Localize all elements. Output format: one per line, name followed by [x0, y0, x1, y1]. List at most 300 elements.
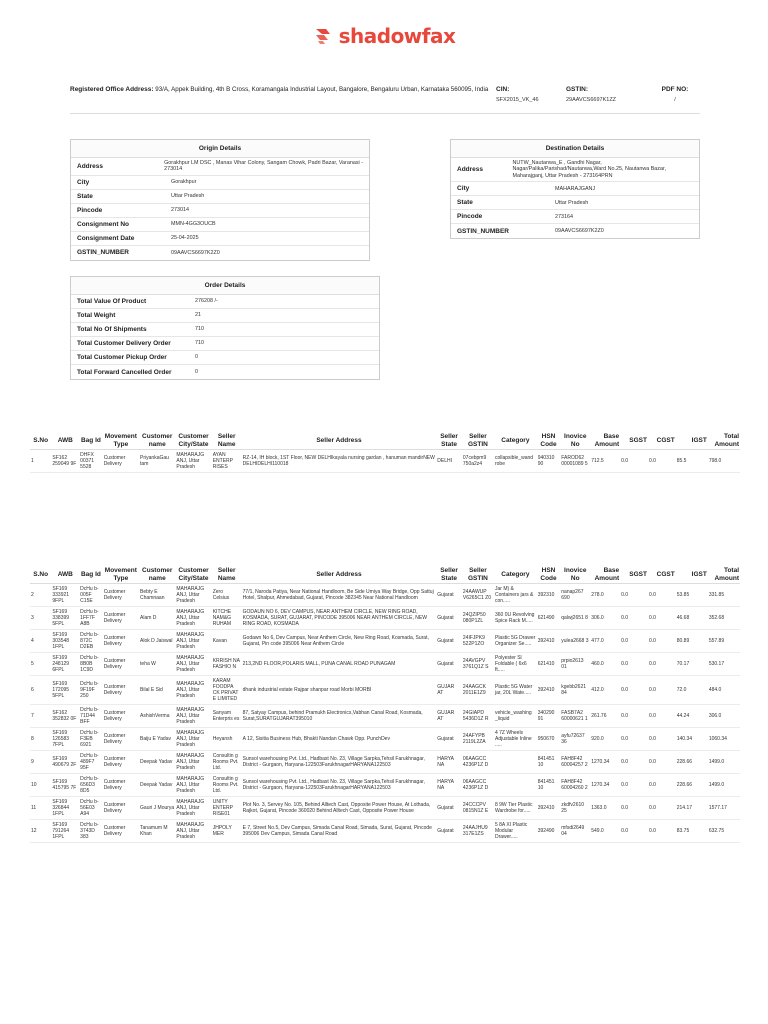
table-cell: vehicle_washing _liquid: [494, 705, 537, 728]
table-cell: 8: [30, 728, 51, 751]
table-cell: 549.0: [590, 820, 620, 843]
table-cell: 798.0: [708, 450, 740, 473]
table-cell: 360 0U Revolving Spice Rack M.....: [494, 607, 537, 630]
table-cell: DcHu b- 489F7 95F: [79, 751, 103, 774]
table-cell: Plastic 5G Water jar, 20L Wate.....: [494, 676, 537, 705]
table-cell: Customer Delivery: [103, 820, 139, 843]
table-cell: DcHu b- 1FF7F A8B: [79, 607, 103, 630]
table-cell: 0.0: [648, 653, 676, 676]
table-cell: 0.0: [648, 705, 676, 728]
column-header: CGST: [648, 432, 676, 450]
table-cell: Baiju E Yadav: [139, 728, 175, 751]
table-cell: 392410: [537, 676, 561, 705]
table-cell: DcHu b- 56E03 A94: [79, 797, 103, 820]
column-header: Customer name: [139, 566, 175, 584]
detail-value: MMN-4GG3OUCB: [171, 221, 216, 228]
origin-rows: [71, 158, 369, 260]
table-cell: 392410: [537, 630, 561, 653]
column-header: Seller GSTIN: [462, 432, 494, 450]
table-cell: DHFX 00371 5528: [79, 450, 103, 473]
detail-row: [71, 232, 369, 246]
table-cell: 2: [30, 584, 51, 607]
column-header: Inovice No: [560, 432, 590, 450]
table-cell: MAHARAJG ANJ, Uttar Pradesh: [175, 607, 211, 630]
table-cell: 46.68: [676, 607, 708, 630]
table-cell: Customer Delivery: [103, 797, 139, 820]
table-cell: 140.34: [676, 728, 708, 751]
table-cell: MAHARAJG ANJ, Uttar Pradesh: [175, 630, 211, 653]
column-header: Seller Name: [212, 432, 242, 450]
table-cell: 392310: [537, 584, 561, 607]
detail-value: MAHARAJGANJ: [555, 185, 596, 192]
detail-label: State: [457, 199, 473, 207]
table-cell: MAHARAJG ANJ, Uttar Pradesh: [175, 705, 211, 728]
detail-value: NUTW_Nautanwa_E , Gandhi Nagar, Nagar/Palika/Parishad/Nautanwa,Ward No.25, Nautanwa Bazar, Maharajganj, Uttar Pradesh - 273164PRN: [512, 160, 666, 179]
detail-row: [451, 158, 699, 182]
table-cell: Jar M) & Containers jars & con.....: [494, 584, 537, 607]
table-cell: 9: [30, 751, 51, 774]
table-cell: Kavan: [212, 630, 242, 653]
detail-value: 710: [195, 340, 204, 347]
detail-label: GSTIN_NUMBER: [457, 227, 510, 235]
shipments-table-1: [30, 432, 740, 473]
table-cell: 392410: [537, 797, 561, 820]
table-cell: Polyester Sl Foldable ( 6x6 ft.....: [494, 653, 537, 676]
gstin-label: GSTIN:: [566, 86, 589, 93]
table-cell: DELHI: [436, 450, 462, 473]
detail-row: [71, 365, 379, 379]
detail-value: 25-04-2025: [171, 235, 199, 242]
detail-value: 273014: [171, 207, 189, 214]
table-cell: 477.0: [590, 630, 620, 653]
table-cell: 07cebpm9 750a2z4: [462, 450, 494, 473]
column-header: S.No: [30, 432, 51, 450]
table-cell: 85.5: [676, 450, 708, 473]
table-cell: 940310 90: [537, 450, 561, 473]
table-cell: Plot No. 3, Servey No. 105, Behind Alltech Cast, Opposite Power House, At Lothada, Rajkot, Gujarat, Pincode 360020 Behind Alltech Cast, Opposite Power House: [242, 797, 437, 820]
detail-label: State: [77, 192, 93, 200]
table-cell: Sanyam Enterpris es: [212, 705, 242, 728]
column-header: Customer City/State: [175, 432, 211, 450]
table-cell: 06AAGCC 4236P1Z D: [462, 751, 494, 774]
table-cell: ayfu72637 36: [560, 728, 590, 751]
detail-value: Gorakhpur: [171, 179, 197, 186]
table-cell: Bilal E Sid: [139, 676, 175, 705]
table-cell: FASB7A2 60000621 1: [560, 705, 590, 728]
order-rows: [71, 295, 379, 379]
detail-label: Address: [77, 162, 104, 170]
table-cell: 12: [30, 820, 51, 843]
table-cell: MAHARAJG ANJ, Uttar Pradesh: [175, 751, 211, 774]
table-cell: GUJAR AT: [436, 705, 462, 728]
table-cell: MAHARAJG ANJ, Uttar Pradesh: [175, 450, 211, 473]
table-cell: 228.66: [676, 774, 708, 797]
table-row: [30, 630, 740, 653]
detail-label: Total Weight: [77, 312, 116, 319]
table-cell: 1270.34: [590, 774, 620, 797]
table-cell: 306.0: [708, 705, 740, 728]
table-cell: 340290 91: [537, 705, 561, 728]
detail-row: [71, 309, 379, 323]
table-cell: 228.66: [676, 751, 708, 774]
column-header: Seller Address: [242, 432, 437, 450]
table-cell: 24CCCPV 0815N1Z E: [462, 797, 494, 820]
detail-value: Uttar Pradesh: [555, 199, 589, 206]
table-cell: 213,2ND FLOOR,POLARIS MALL, PUNA CANAL ROAD PUNAGAM: [242, 653, 437, 676]
table-cell: 0.0: [620, 450, 648, 473]
table-cell: 0.0: [620, 774, 648, 797]
table-row: [30, 797, 740, 820]
detail-value: 0: [195, 354, 198, 361]
registered-label: Registered Office Address:: [70, 86, 154, 93]
table-cell: kgebb2621 84: [560, 676, 590, 705]
detail-row: [71, 351, 379, 365]
table-cell: 11: [30, 797, 51, 820]
table-cell: Gujarat: [436, 584, 462, 607]
table-cell: teha W: [139, 653, 175, 676]
table-cell: Plastic 5G Drawer Organizer Se.....: [494, 630, 537, 653]
table-cell: 920.0: [590, 728, 620, 751]
table-cell: Customer Delivery: [103, 653, 139, 676]
table-cell: E 7, Street No.5, Dev Campus, Simada Canal Road, Simada, Surat, Gujarat, Pincode 395006 Dev Campus, Simada Canal Road: [242, 820, 437, 843]
table-cell: 6: [30, 676, 51, 705]
table-cell: RZ-14, IH block, 1ST Floor, NEW DELHIkayala nursing gardan , hanuman mandirNEW DELHIDELHI110018: [242, 450, 437, 473]
origin-details-panel: [70, 139, 370, 261]
table-cell: DcHu b- 8B0B 1C9D: [79, 653, 103, 676]
table-cell: SF169 126583 7FPL: [51, 728, 79, 751]
column-header: CGST: [648, 566, 676, 584]
table-cell: Gujarat: [436, 607, 462, 630]
column-header: IGST: [676, 432, 708, 450]
column-header: Base Amount: [590, 566, 620, 584]
table-cell: FAROD62 00001089 5: [560, 450, 590, 473]
table-cell: 44.24: [676, 705, 708, 728]
detail-value: 276208 /-: [195, 298, 218, 305]
column-header: Base Amount: [590, 432, 620, 450]
table-cell: Customer Delivery: [103, 607, 139, 630]
table-cell: 950670: [537, 728, 561, 751]
table-row: [30, 751, 740, 774]
table-cell: SF169 791264 1FPL: [51, 820, 79, 843]
table-cell: mfsdi2649 04: [560, 820, 590, 843]
table-cell: 484.0: [708, 676, 740, 705]
table-cell: Gujarat: [436, 630, 462, 653]
table-cell: Customer Delivery: [103, 630, 139, 653]
table-cell: 0.0: [648, 584, 676, 607]
order-title: Order Details: [71, 277, 379, 295]
table-cell: Heyansh: [212, 728, 242, 751]
table-cell: SF169 415795 7F: [51, 774, 79, 797]
detail-row: [451, 182, 699, 196]
table-row: [30, 774, 740, 797]
table-cell: Deepak Yadav: [139, 774, 175, 797]
table-cell: SF169 248129 6FPL: [51, 653, 79, 676]
table-cell: qalwj2651 8: [560, 607, 590, 630]
registered-office: [70, 86, 490, 94]
pdf-label: PDF NO:: [661, 86, 689, 93]
table-cell: DcHu b- 656D3 8D5: [79, 774, 103, 797]
table-cell: AYAN ENTERP RISES: [212, 450, 242, 473]
table-row: [30, 676, 740, 705]
table-cell: Consultin g Rooms Pvt. Ltd.: [212, 751, 242, 774]
table-cell: MAHARAJG ANJ, Uttar Pradesh: [175, 820, 211, 843]
table-cell: 24AAGCK 2011E1Z9: [462, 676, 494, 705]
table-cell: 0.0: [620, 630, 648, 653]
table-cell: DcHu b- 005F C15E: [79, 584, 103, 607]
detail-label: GSTIN_NUMBER: [77, 249, 130, 257]
table-row: [30, 705, 740, 728]
table-cell: 0.0: [620, 705, 648, 728]
table-cell: 1499.0: [708, 774, 740, 797]
table-cell: Customer Delivery: [103, 705, 139, 728]
table-cell: UNITY ENTERP RISE01: [212, 797, 242, 820]
table-cell: MAHARAJG ANJ, Uttar Pradesh: [175, 653, 211, 676]
table-cell: 70.17: [676, 653, 708, 676]
table-cell: 24IFJPK9 522P1ZO: [462, 630, 494, 653]
table-cell: 1060.34: [708, 728, 740, 751]
table-cell: SF169 326844 1FPL: [51, 797, 79, 820]
table-cell: DcHu b- F3EB 6921: [79, 728, 103, 751]
column-header: HSN Code: [537, 566, 561, 584]
detail-label: Total Forward Cancelled Order: [77, 368, 172, 376]
table-cell: Consultin g Rooms Pvt. Ltd.: [212, 774, 242, 797]
table-cell: 0.0: [620, 676, 648, 705]
detail-row: [71, 323, 379, 337]
shipments-table-2: [30, 566, 740, 843]
table-cell: 0.0: [648, 797, 676, 820]
table-cell: 1270.34: [590, 751, 620, 774]
header-divider: [70, 113, 700, 114]
table-cell: DcHu b- 9F19F 250: [79, 676, 103, 705]
table-cell: Gujarat: [436, 820, 462, 843]
table-cell: MAHARAJG ANJ, Uttar Pradesh: [175, 676, 211, 705]
detail-row: [451, 224, 699, 238]
table-row: [30, 584, 740, 607]
table-cell: Gujarat: [436, 653, 462, 676]
table-cell: Customer Delivery: [103, 751, 139, 774]
detail-value: 21: [195, 312, 201, 319]
table-cell: zkdfv2610 25: [560, 797, 590, 820]
table-cell: 0.0: [620, 653, 648, 676]
table-cell: 0.0: [620, 607, 648, 630]
table-cell: A 12, Sisitia Business Hub, Bhakti Nandan Chawk Opp. PunchDev: [242, 728, 437, 751]
table-cell: SF169 303548 1FPL: [51, 630, 79, 653]
table-cell: 24AVGPV 3761Q1Z S: [462, 653, 494, 676]
table-cell: 392490: [537, 820, 561, 843]
table-cell: FAH8F42 60004257 2: [560, 751, 590, 774]
table-cell: 1: [30, 450, 51, 473]
table-cell: 77/1, Naroda Patiya, Near National Handloom, Be Side Umiya Way Bridge, Opp Sattuj Hotel, Shalpur, Ahmedabad, Gujarat, Pincode 382345 Near National Handloom: [242, 584, 437, 607]
table-cell: 24GIAPD 5436D1Z R: [462, 705, 494, 728]
table-cell: MAHARAJG ANJ, Uttar Pradesh: [175, 774, 211, 797]
table-cell: JHPOLY MER: [212, 820, 242, 843]
column-header: Bag Id: [79, 432, 103, 450]
table-cell: 1363.0: [590, 797, 620, 820]
detail-row: [71, 158, 369, 176]
detail-label: City: [77, 178, 90, 186]
column-header: AWB: [51, 432, 79, 450]
table-cell: 0.0: [620, 584, 648, 607]
table-cell: SF162 259049 9F: [51, 450, 79, 473]
table-cell: 0.0: [648, 630, 676, 653]
column-header: Total Amount: [708, 432, 740, 450]
column-header: Seller State: [436, 566, 462, 584]
column-header: Seller Address: [242, 566, 437, 584]
table-cell: dhank industrial estate Rajpar shanpar road Morbi MORBI: [242, 676, 437, 705]
table-row: [30, 450, 740, 473]
table-cell: Gujarat: [436, 728, 462, 751]
gstin-value: 29AAVCS6697K1ZZ: [566, 97, 617, 103]
column-header: AWB: [51, 566, 79, 584]
detail-label: Pincode: [457, 213, 483, 221]
table-cell: Alam D: [139, 607, 175, 630]
table-cell: MAHARAJG ANJ, Uttar Pradesh: [175, 584, 211, 607]
table-cell: 0.0: [620, 797, 648, 820]
table-cell: KARAM FOODPA CK PRIVAT E LIMITED: [212, 676, 242, 705]
table-cell: Gauri J Mourya: [139, 797, 175, 820]
table-cell: SF169 490679 2F: [51, 751, 79, 774]
destination-title: Destination Details: [451, 140, 699, 158]
table-header-row: [30, 566, 740, 584]
table-cell: 214.17: [676, 797, 708, 820]
table-cell: 7: [30, 705, 51, 728]
table-cell: Tanamum M Khan: [139, 820, 175, 843]
column-header: Customer City/State: [175, 566, 211, 584]
column-header: Category: [494, 432, 537, 450]
table-cell: DcHu b- 71D44 BFF: [79, 705, 103, 728]
pdf-block: [650, 86, 700, 104]
detail-label: Pincode: [77, 206, 103, 214]
column-header: Seller GSTIN: [462, 566, 494, 584]
table-cell: 4 7Z Wheels Adjustable Inline .....: [494, 728, 537, 751]
table-cell: GODAUN NO 6, DEV CAMPUS, NEAR ANTHEM CIRCLE, NEW RING ROAD, KOSMADA, SURAT, GUJARAT, PINCODE 395006 NEAR ANTHEM CIRCLE, NEW RING ROAD, KOSMADA: [242, 607, 437, 630]
table-cell: Zero Celsius: [212, 584, 242, 607]
pdf-value: /: [674, 97, 676, 103]
table-cell: GUJAR AT: [436, 676, 462, 705]
cin-label: CIN:: [496, 86, 510, 93]
table-row: [30, 728, 740, 751]
table-cell: 0.0: [648, 607, 676, 630]
table-cell: 0.0: [648, 728, 676, 751]
table-cell: Bebty E Chamnaan: [139, 584, 175, 607]
detail-value: 09AAVCS6697K2Z0: [171, 249, 220, 256]
detail-row: [71, 218, 369, 232]
table-cell: 10: [30, 774, 51, 797]
brand-name: shadowfax: [338, 24, 456, 48]
table-cell: 841451 10: [537, 751, 561, 774]
table-cell: 24QZIP50 080P1ZL: [462, 607, 494, 630]
table-cell: 3: [30, 607, 51, 630]
table-cell: 0.0: [620, 751, 648, 774]
detail-row: [71, 337, 379, 351]
column-header: SGST: [620, 566, 648, 584]
table-cell: DcHu b- 3743D 383: [79, 820, 103, 843]
cin-value: SFX2015_VK_46: [496, 97, 539, 103]
table-cell: Gujarat: [436, 797, 462, 820]
column-header: S.No: [30, 566, 51, 584]
table-cell: 632.75: [708, 820, 740, 843]
gstin-block: [566, 86, 616, 104]
registered-address: 93/A, Appek Building, 4th B Cross, Koramangala Industrial Layout, Bangalore, Bengaluru Urban, Karnataka 560095, India: [155, 86, 489, 93]
table-cell: AshishVerma: [139, 705, 175, 728]
table-cell: 1499.0: [708, 751, 740, 774]
table-cell: 24AAWUP V6265C1 Z0: [462, 584, 494, 607]
detail-row: [71, 190, 369, 204]
table-cell: Deepak Yadav: [139, 751, 175, 774]
detail-label: Total Customer Delivery Order: [77, 340, 171, 347]
table-cell: SF169 333921 9FPL: [51, 584, 79, 607]
table-cell: 8 9W Tier Plastic Wardrobe for.....: [494, 797, 537, 820]
table-cell: prpio2613 01: [560, 653, 590, 676]
table-cell: SF169 338399 5FPL: [51, 607, 79, 630]
table-cell: Customer Delivery: [103, 450, 139, 473]
detail-row: [451, 196, 699, 210]
table-cell: 0.0: [648, 751, 676, 774]
detail-row: [71, 204, 369, 218]
table-cell: Sunsol warehousing Pvt. Ltd., Hadbast No. 23, Village Sarpka,Tehsil Farukhnagar, District - Gurgaon, Haryana-122503FarukhnagarHARYANA122503: [242, 751, 437, 774]
column-header: Seller State: [436, 432, 462, 450]
detail-row: [71, 246, 369, 260]
table-cell: Customer Delivery: [103, 728, 139, 751]
table-cell: 53.85: [676, 584, 708, 607]
column-header: Total Amount: [708, 566, 740, 584]
column-header: SGST: [620, 432, 648, 450]
table-cell: Sunsol warehousing Pvt. Ltd., Hadbast No. 23, Village Sarpka,Tehsil Farukhnagar, District - Gurgaon, Haryana-122503FarukhnagarHARYANA122503: [242, 774, 437, 797]
table-cell: 0.0: [648, 820, 676, 843]
table-cell: 4: [30, 630, 51, 653]
table-header-row: [30, 432, 740, 450]
table-row: [30, 607, 740, 630]
column-header: Category: [494, 566, 537, 584]
table-cell: 72.0: [676, 676, 708, 705]
table-cell: PriyankaGau tam: [139, 450, 175, 473]
table-cell: 0.0: [648, 774, 676, 797]
table-cell: 460.0: [590, 653, 620, 676]
table-cell: 621410: [537, 653, 561, 676]
table-cell: FAH8F42 60004260 2: [560, 774, 590, 797]
column-header: Seller Name: [212, 566, 242, 584]
table-cell: 261.76: [590, 705, 620, 728]
detail-label: Total Customer Pickup Order: [77, 354, 167, 361]
detail-label: Address: [457, 166, 484, 174]
table-cell: KRRISH NA FASHIO N: [212, 653, 242, 676]
table-cell: 0.0: [648, 676, 676, 705]
table-cell: 306.0: [590, 607, 620, 630]
table-cell: 530.17: [708, 653, 740, 676]
table-cell: [494, 774, 537, 797]
table-cell: 5: [30, 653, 51, 676]
column-header: Bag Id: [79, 566, 103, 584]
table-cell: 0.0: [648, 450, 676, 473]
detail-label: Total Value Of Product: [77, 298, 147, 305]
detail-value: 273164: [555, 213, 573, 220]
table-cell: MAHARAJG ANJ, Uttar Pradesh: [175, 728, 211, 751]
detail-row: [451, 210, 699, 224]
table-cell: 0.0: [620, 820, 648, 843]
table-row: [30, 653, 740, 676]
table-cell: Godawn No 6, Dev Campus, Near Anthem Circle, New Ring Road, Kosmada, Surat, Gujarat, Pin code 395006 Near Anthem Circle: [242, 630, 437, 653]
detail-value: Gorakhpur LM DSC , Manas Vihar Colony, Sangam Chowk, Padri Bazar, Varanasi - 273014: [164, 160, 364, 173]
table-cell: 412.0: [590, 676, 620, 705]
table-cell: HARYA NA: [436, 774, 462, 797]
detail-row: [71, 176, 369, 190]
table-cell: Customer Delivery: [103, 584, 139, 607]
table-cell: 24AFYPB 2119L2ZA: [462, 728, 494, 751]
detail-label: Consignment Date: [77, 234, 135, 242]
table-cell: 24AAJHU9 317E1ZS: [462, 820, 494, 843]
table-cell: 80.89: [676, 630, 708, 653]
origin-title: Origin Details: [71, 140, 369, 158]
